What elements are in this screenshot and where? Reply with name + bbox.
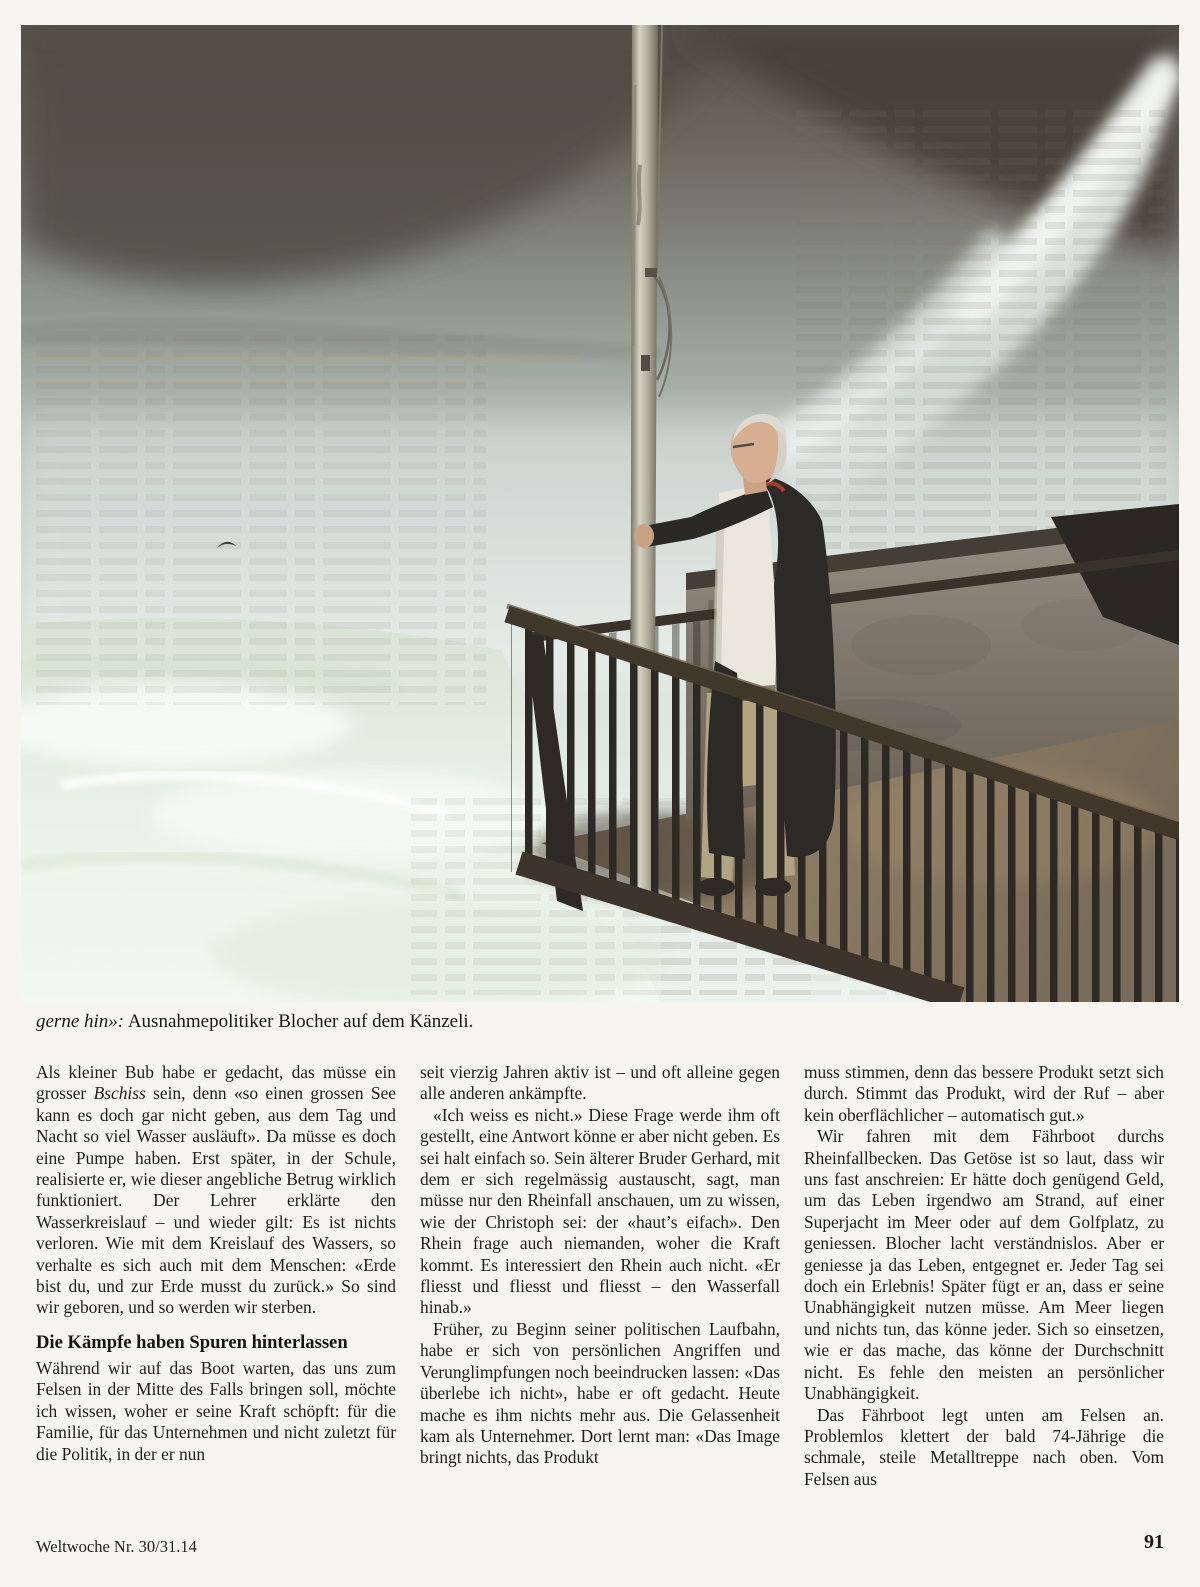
paragraph: Wir fahren mit dem Fährboot durchs Rheinfallbecken. Das Getöse ist so laut, dass wir uns fast anschreien: Er hätte doch genügend Geld, um das Leben irgendwo am Strand, auf einer Superjacht im Meer oder auf dem Golfplatz, zu geniessen. Blocher lacht verständnislos. Aber er geniesse ja das Leben, entgegnet er. Jeder Tag sei doch ein Erlebnis! Später fügt er an, dass er seine Unabhängigkeit nutzen müsse. Am Meer liegen und nichts tun, das könne jeder. Sich so einsetzen, wie er das mache, das könne der Durchschnitt nicht. Es fehle den meisten an persönlicher Unabhängigkeit.: [804, 1126, 1164, 1404]
footer-issue-label: Weltwoche Nr. 30/31.14: [36, 1537, 197, 1556]
italic-word: Bschiss: [93, 1083, 146, 1104]
paragraph: Früher, zu Beginn seiner politischen Laufbahn, habe er sich von persönlichen Angriffen und Verunglimpfungen noch beeindrucken lassen: «Das überlebe ich nicht», habe er oft gedacht. Heute mache es ihm nichts mehr aus. Die Gelassenheit kam als Unternehmer. Dort lernt man: «Das Image bringt nichts, das Produkt: [420, 1318, 780, 1468]
paragraph: Während wir auf das Boot warten, das uns zum Felsen in der Mitte des Falls bringen soll, möchte ich wissen, woher er seine Kraft schöpft: für die Familie, für das Unternehmen und nicht zuletzt für die Politik, in der er nun: [36, 1357, 396, 1464]
paragraph-text: sein, denn «so einen grossen See kann es doch gar nicht geben, aus dem Tag und Nacht so viel Wasser ausläuft». Da müsse es doch eine Pumpe haben. Erst später, in der Schule, realisierte er, wie dieser angebliche Betrug wirklich funktioniert. Der Lehrer erklärte den Wasserkreislauf – und wieder gilt: Es ist nichts verloren. Wie mit dem Kreislauf des Wassers, so verhalte es sich auch mit dem Menschen: «Erde bist du, und zur Erde musst du zurück.» So sind wir geboren, und so werden wir sterben.: [36, 1083, 397, 1318]
caption-quote-lead: gerne hin»:: [36, 1011, 125, 1032]
photo-rheinfall-blocher: [21, 25, 1179, 1002]
article-column-3: [804, 1062, 1164, 1490]
paragraph: seit vierzig Jahren aktiv ist – und oft alleine gegen alle anderen ankämpfte.: [420, 1062, 780, 1104]
caption-text: Ausnahmepolitiker Blocher auf dem Känzeli.: [124, 1011, 474, 1032]
article-column-1: [36, 1062, 396, 1465]
paragraph: «Ich weiss es nicht.» Diese Frage werde ihm oft gestellt, eine Antwort könne er aber nicht geben. Es sei halt einfach so. Sein älterer Bruder Gerhard, mit dem er sich regelmässig austauscht, sagt, man müsse nur den Rheinfall anschauen, um zu wissen, wie der Christoph sei: der «haut’s eifach». Den Rhein frage auch niemanden, woher die Kraft kommt. Es interessiert den Rhein auch nicht. «Er fliesst und fliesst und fliesst – den Wasserfall hinab.»: [420, 1104, 780, 1318]
paragraph-text: Als kleiner Bub habe er gedacht, das müsse ein grosser: [36, 1062, 396, 1104]
hand: [634, 524, 654, 548]
page-number: 91: [1144, 1531, 1164, 1553]
paragraph: Das Fährboot legt unten am Felsen an. Problemlos klettert der bald 74-Jährige die schmale, steile Metalltreppe nach oben. Vom Felsen aus: [804, 1404, 1164, 1489]
photo-illustration: [21, 25, 1179, 1002]
paragraph: muss stimmen, denn das bessere Produkt setzt sich durch. Stimmt das Produkt, wird der Ruf – aber kein oberflächlicher – automatisch gut.»: [804, 1062, 1164, 1125]
article-column-2: [420, 1062, 780, 1469]
photo-caption: [36, 1010, 1036, 1034]
section-heading: Die Kämpfe haben Spuren hinterlassen: [36, 1331, 348, 1353]
paragraph: [36, 1062, 396, 1319]
